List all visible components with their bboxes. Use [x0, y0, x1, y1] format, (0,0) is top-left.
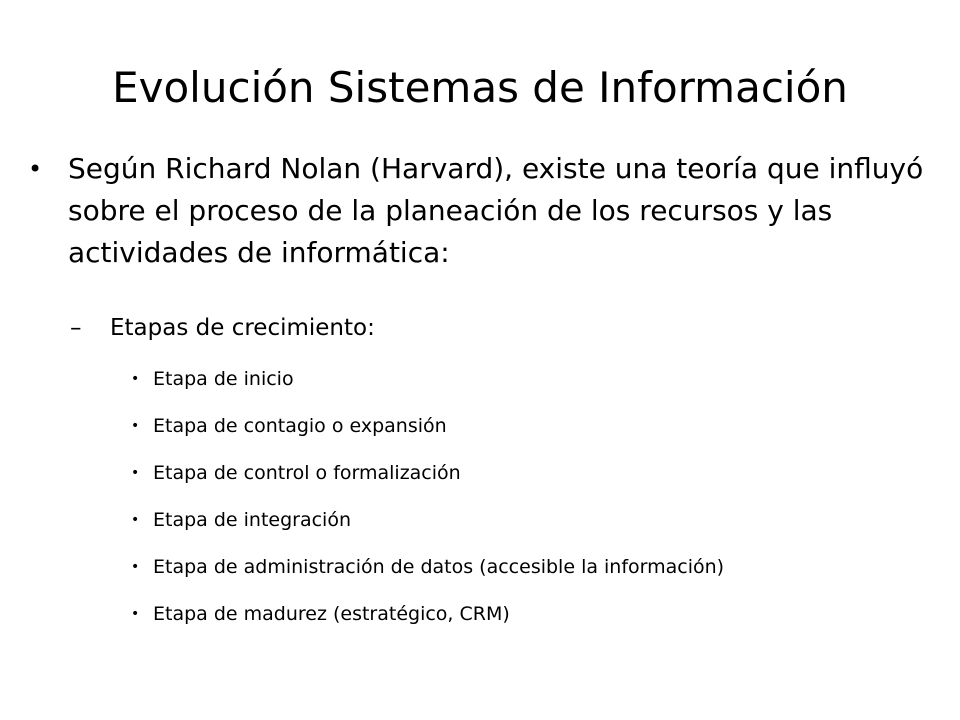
slide-title: Evolución Sistemas de Información [112, 63, 848, 112]
main-bullet-text: Según Richard Nolan (Harvard), existe una teoría que influyó sobre el proceso de la planeación de los recursos y las actividades de informática: [68, 152, 924, 269]
main-bullet [28, 148, 938, 274]
bullet-icon: • [131, 606, 140, 622]
stage-text: Etapa de control o formalización [153, 462, 461, 484]
stage-text: Etapa de integración [153, 509, 351, 531]
bullet-icon: • [131, 559, 140, 575]
bullet-icon: • [131, 465, 140, 481]
dash-icon: – [70, 315, 82, 341]
bullet-icon: • [28, 155, 43, 183]
bullet-icon: • [131, 418, 140, 434]
stage-text: Etapa de madurez (estratégico, CRM) [153, 603, 510, 625]
bullet-icon: • [131, 512, 140, 528]
sub-heading-item [70, 308, 375, 348]
sub-heading-text: Etapas de crecimiento: [110, 315, 375, 341]
bullet-icon: • [131, 371, 140, 387]
stage-item [131, 407, 724, 454]
stages-list [131, 360, 725, 642]
stage-item [131, 595, 724, 642]
stage-text: Etapa de contagio o expansión [153, 415, 447, 437]
stage-item [131, 501, 724, 548]
stage-item [131, 548, 725, 595]
stage-text: Etapa de inicio [153, 368, 294, 390]
stage-text: Etapa de administración de datos (accesible la información) [153, 556, 725, 578]
stage-item [131, 454, 724, 501]
stage-item [131, 360, 724, 407]
